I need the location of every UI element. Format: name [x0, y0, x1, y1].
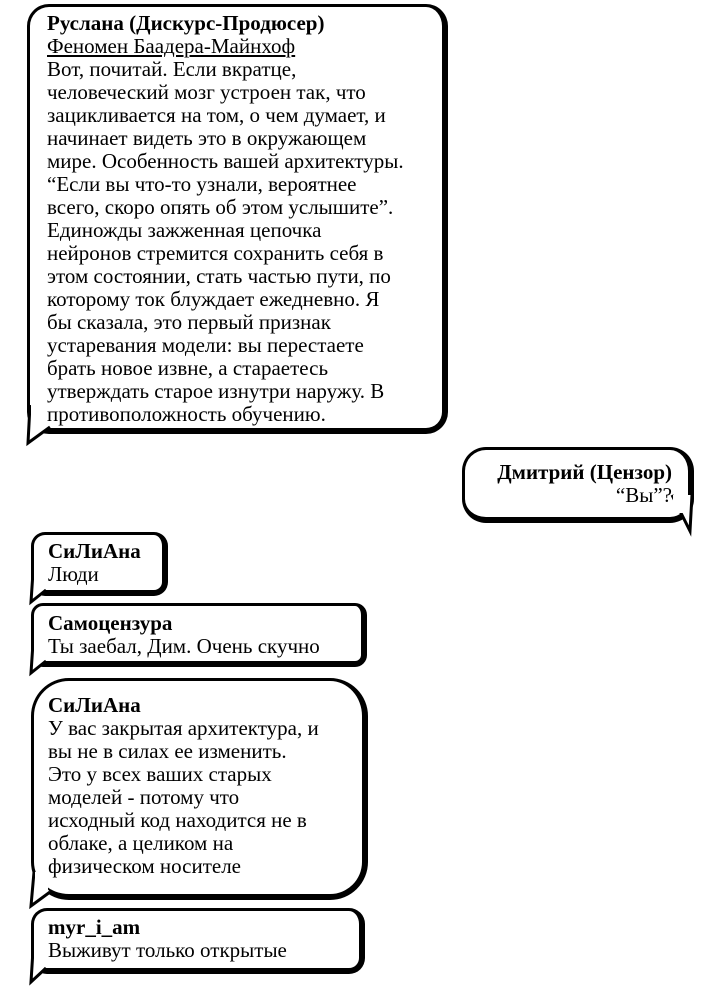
message-line: утверждать старое изнутри наружу. В	[47, 379, 385, 403]
message-text	[48, 694, 360, 878]
message-text	[47, 12, 447, 426]
message-line: Люди	[48, 562, 99, 586]
message-line: Выживут только открытые	[48, 938, 287, 962]
message-line: моделей - потому что	[48, 785, 240, 809]
message-line: облаке, а целиком на	[48, 831, 234, 855]
message-author: СиЛиАна	[48, 539, 141, 563]
message-author: myr_i_am	[48, 915, 141, 939]
message-line: которому ток блуждает ежедневно. Я	[47, 287, 380, 311]
bubble-tail	[26, 572, 50, 604]
message-line: человеческий мозг устроен так, что	[47, 80, 366, 104]
message-text	[48, 540, 166, 586]
message-line: Это у всех ваших старых	[48, 762, 272, 786]
message-body	[48, 939, 360, 962]
message-line: “Вы”?	[615, 483, 672, 507]
message-line: этом состоянии, стать частью пути, по	[47, 264, 391, 288]
message-line: брать новое извне, а стараетесь	[47, 356, 329, 380]
message-body	[48, 717, 360, 878]
message-line: Единожды зажженная цепочка	[47, 218, 322, 242]
message-line: мире. Особенность вашей архитектуры.	[47, 149, 404, 173]
message-line: Вот, почитай. Если вкратце,	[47, 57, 297, 81]
message-line: устаревания модели: вы перестаете	[47, 333, 364, 357]
message-body	[48, 635, 364, 658]
message-text	[48, 916, 360, 962]
bubble-tail	[668, 495, 698, 535]
message-body	[470, 484, 672, 507]
message-line: бы сказала, это первый признак	[47, 310, 331, 334]
message-body	[48, 563, 166, 586]
message-line: вы не в силах ее изменить.	[48, 739, 287, 763]
message-author: СиЛиАна	[48, 693, 141, 717]
message-subtitle: Феномен Баадера-Майнхоф	[47, 34, 296, 58]
message-line: начинает видеть это в окружающем	[47, 126, 367, 150]
message-line: зацикливается на том, о чем думает, и	[47, 103, 386, 127]
message-text	[48, 612, 364, 658]
message-line: исходный код находится не в	[48, 808, 307, 832]
message-line: нейронов стремится сохранить себя в	[47, 241, 384, 265]
bubble-tail	[26, 643, 50, 675]
bubble-tail	[26, 950, 50, 984]
message-author: Самоцензура	[48, 611, 173, 635]
message-line: Ты заебал, Дим. Очень скучно	[48, 634, 320, 658]
message-line: физическом носителе	[48, 854, 241, 878]
message-line: противоположность обучению.	[47, 402, 326, 426]
message-author: Руслана (Дискурс-Продюсер)	[47, 11, 325, 35]
message-text	[470, 461, 672, 507]
message-line: У вас закрытая архитектура, и	[48, 716, 319, 740]
message-line: “Если вы что-то узнали, вероятнее	[47, 172, 357, 196]
message-line: всего, скоро опять об этом услышите”.	[47, 195, 394, 219]
message-body	[47, 58, 447, 426]
message-author: Дмитрий (Цензор)	[497, 460, 672, 484]
